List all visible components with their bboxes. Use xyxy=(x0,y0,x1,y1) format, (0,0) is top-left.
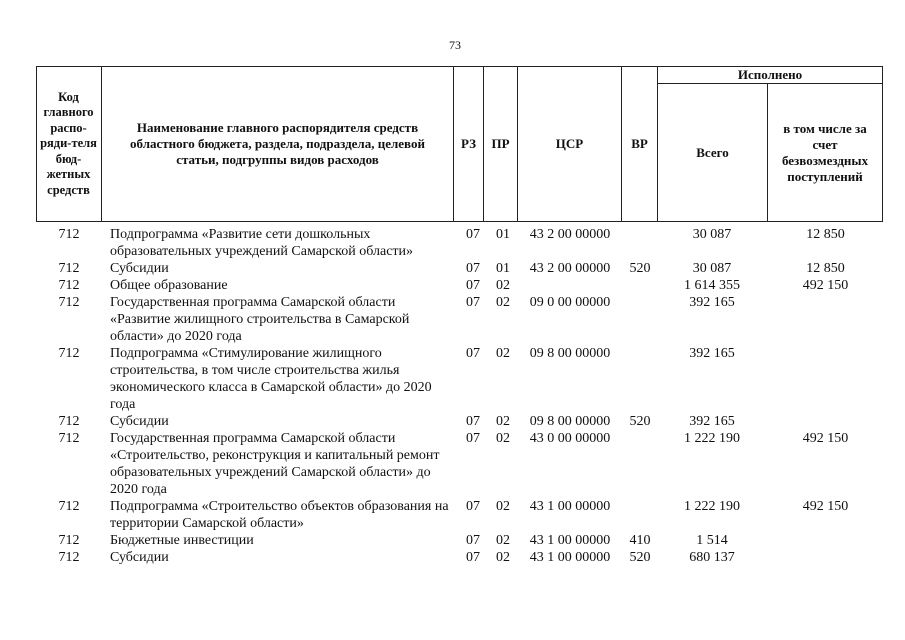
cell-vr: 520 xyxy=(629,550,651,565)
cell-free: 492 150 xyxy=(802,431,849,446)
cell-name: Государственная программа Самарской области «Развитие жилищного строительства в Самарской области» до 2020 года xyxy=(110,295,410,344)
cell-total: 1 514 xyxy=(696,533,728,548)
cell-pr: 02 xyxy=(496,278,510,293)
table-body xyxy=(0,226,905,566)
cell-vr: 410 xyxy=(629,533,651,548)
cell-pr: 02 xyxy=(496,499,510,514)
cell-rz: 07 xyxy=(466,278,480,293)
cell-pr: 02 xyxy=(496,431,510,446)
cell-free: 12 850 xyxy=(806,261,845,276)
cell-csr: 09 0 00 00000 xyxy=(529,295,611,310)
cell-free: 492 150 xyxy=(802,278,849,293)
header-rz: РЗ xyxy=(454,66,484,222)
cell-code: 712 xyxy=(58,278,80,293)
cell-total: 392 165 xyxy=(689,414,735,429)
cell-rz: 07 xyxy=(466,227,480,242)
cell-name: Государственная программа Самарской области «Строительство, реконструкция и капитальный ремонт образовательных учреждений Самарской области» до 2020 года xyxy=(110,431,440,497)
cell-name: Подпрограмма «Стимулирование жилищного строительства, в том числе строительства жилья экономического класса в Самарской области» до 2020 года xyxy=(110,346,432,412)
cell-free: 12 850 xyxy=(806,227,845,242)
table-row xyxy=(0,430,905,498)
cell-pr: 02 xyxy=(496,414,510,429)
cell-pr: 01 xyxy=(496,261,510,276)
cell-vr: 520 xyxy=(629,414,651,429)
header-code: Код главного распо-ряди-теля бюд-жетных средств xyxy=(36,66,102,222)
table-row xyxy=(0,260,905,277)
table-header xyxy=(36,66,883,222)
cell-code: 712 xyxy=(58,346,80,361)
cell-code: 712 xyxy=(58,295,80,310)
header-free: в том числе за счет безвозмездных поступлений xyxy=(768,84,883,222)
table-row xyxy=(0,345,905,413)
table-row xyxy=(0,294,905,345)
cell-csr: 43 1 00 00000 xyxy=(529,499,611,514)
cell-pr: 02 xyxy=(496,346,510,361)
cell-pr: 02 xyxy=(496,533,510,548)
cell-total: 30 087 xyxy=(692,227,732,242)
cell-rz: 07 xyxy=(466,550,480,565)
cell-total: 1 222 190 xyxy=(684,499,740,514)
cell-code: 712 xyxy=(58,431,80,446)
cell-rz: 07 xyxy=(466,295,480,310)
cell-rz: 07 xyxy=(466,346,480,361)
cell-code: 712 xyxy=(58,533,80,548)
cell-csr: 09 8 00 00000 xyxy=(529,346,611,361)
cell-total: 392 165 xyxy=(689,295,735,310)
cell-csr: 43 2 00 00000 xyxy=(529,261,611,276)
cell-rz: 07 xyxy=(466,431,480,446)
cell-code: 712 xyxy=(58,550,80,565)
cell-csr: 43 0 00 00000 xyxy=(529,431,611,446)
cell-pr: 02 xyxy=(496,295,510,310)
cell-free: 492 150 xyxy=(802,499,849,514)
cell-code: 712 xyxy=(58,499,80,514)
header-total: Всего xyxy=(658,84,768,222)
cell-code: 712 xyxy=(58,261,80,276)
cell-name: Субсидии xyxy=(110,261,169,276)
header-pr: ПР xyxy=(484,66,518,222)
cell-code: 712 xyxy=(58,414,80,429)
cell-total: 1 222 190 xyxy=(684,431,740,446)
cell-total: 1 614 355 xyxy=(684,278,740,293)
header-csr: ЦСР xyxy=(518,66,622,222)
cell-name: Субсидии xyxy=(110,414,169,429)
cell-code: 712 xyxy=(58,227,80,242)
cell-total: 392 165 xyxy=(689,346,735,361)
cell-rz: 07 xyxy=(466,261,480,276)
header-executed: Исполнено xyxy=(658,66,883,84)
table-row xyxy=(0,549,905,566)
table-row xyxy=(0,498,905,532)
header-vr: ВР xyxy=(622,66,658,222)
table-row xyxy=(0,532,905,549)
cell-pr: 01 xyxy=(496,227,510,242)
table-row xyxy=(0,277,905,294)
cell-name: Субсидии xyxy=(110,550,169,565)
cell-pr: 02 xyxy=(496,550,510,565)
cell-total: 30 087 xyxy=(692,261,732,276)
cell-csr: 43 2 00 00000 xyxy=(529,227,611,242)
cell-name: Общее образование xyxy=(110,278,228,293)
cell-name: Подпрограмма «Строительство объектов образования на территории Самарской области» xyxy=(110,499,449,531)
cell-name: Подпрограмма «Развитие сети дошкольных образовательных учреждений Самарской области» xyxy=(110,227,414,259)
cell-total: 680 137 xyxy=(689,550,735,565)
cell-rz: 07 xyxy=(466,499,480,514)
cell-rz: 07 xyxy=(466,414,480,429)
cell-name: Бюджетные инвестиции xyxy=(110,533,254,548)
cell-vr: 520 xyxy=(629,261,651,276)
table-row xyxy=(0,413,905,430)
header-name: Наименование главного распорядителя средств областного бюджета, раздела, подраздела, целевой статьи, подгруппы видов расходов xyxy=(102,66,454,222)
page-number: 73 xyxy=(449,38,461,52)
cell-csr: 43 1 00 00000 xyxy=(529,550,611,565)
cell-csr: 43 1 00 00000 xyxy=(529,533,611,548)
cell-csr: 09 8 00 00000 xyxy=(529,414,611,429)
cell-rz: 07 xyxy=(466,533,480,548)
table-row xyxy=(0,226,905,260)
